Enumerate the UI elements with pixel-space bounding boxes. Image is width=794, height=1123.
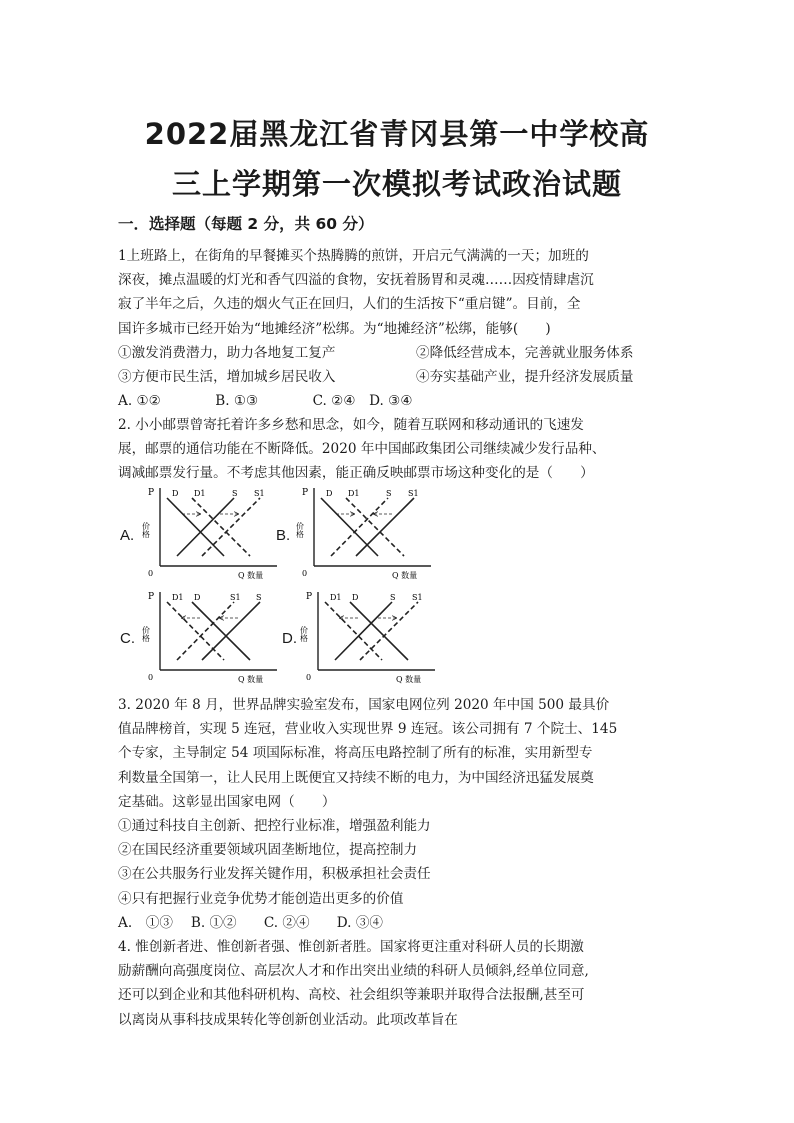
graph-b-label-s1: S1 <box>408 489 419 498</box>
q1-options-row-1 <box>118 341 678 365</box>
graph-d-curve-s1 <box>360 602 418 660</box>
q1-option-1: ①激发消费潜力，助力各地复工复产 <box>118 344 336 361</box>
q4-line-3: 还可以到企业和其他科研机构、高校、社会组织等兼职并取得合法报酬,甚至可 <box>118 987 585 1004</box>
q3-line-2: 值品牌榜首，实现 5 连冠，营业收入实现世界 9 连冠。该公司拥有 7 个院士、145 <box>118 721 618 738</box>
graph-b-curve-s1 <box>356 498 414 556</box>
q1-line-3: 寂了半年之后，久违的烟火气正在回归，人们的生活按下“重启键”。目前，全 <box>118 296 581 313</box>
graph-a-curve-d1 <box>192 498 250 556</box>
graph-c-axis-p: P <box>148 592 155 602</box>
q1-options-row-2 <box>118 365 678 389</box>
graph-c <box>142 588 287 688</box>
title-line-1: 2022届黑龙江省青冈县第一中学校高 <box>144 117 650 151</box>
question-3 <box>118 693 678 935</box>
title-line-2: 三上学期第一次模拟考试政治试题 <box>171 167 622 201</box>
q3-choices: A. ①③ B. ①② C. ②④ D. ③④ <box>118 914 384 931</box>
q1-line-2: 深夜，摊点温暖的灯光和香气四溢的食物，安抚着肠胃和灵魂……因疫情肆虐沉 <box>118 272 594 289</box>
section-header: 一．选择题（每题 2 分，共 60 分） <box>118 215 374 233</box>
graph-a-label-s1: S1 <box>254 489 265 498</box>
graph-d-axis-p: P <box>306 592 313 602</box>
graph-b-label-d1: D1 <box>348 489 360 498</box>
graph-c-label-d: D <box>194 593 201 602</box>
graph-d-axis-price: 价格 <box>300 626 309 642</box>
graph-c-axis-price: 价格 <box>142 626 151 642</box>
graph-d-curve-d <box>350 602 408 660</box>
graph-c-label-s: S <box>256 593 262 602</box>
graph-a-curve-s <box>177 498 234 556</box>
q1-line-1: 1上班路上，在街角的早餐摊买个热腾腾的煎饼，开启元气满满的一天；加班的 <box>118 248 589 264</box>
graph-d-curve-s <box>335 602 392 660</box>
q2-line-2: 展，邮票的通信功能在不断降低。2020 年中国邮政集团公司继续减少发行品种、 <box>118 441 606 458</box>
q2-line-3: 调减邮票发行量。不考虑其他因素，能正确反映邮票市场这种变化的是（ ） <box>118 465 594 482</box>
graph-a-axis-p: P <box>148 488 155 498</box>
graph-b-curve-d <box>321 498 378 556</box>
graph-b-axis-q: Q 数量 <box>392 571 418 580</box>
graph-label-b: B. <box>276 527 291 544</box>
graph-b-curve-s <box>331 498 388 556</box>
question-2 <box>118 413 678 486</box>
graph-a-curve-s1 <box>202 498 260 556</box>
graph-label-c: C. <box>120 630 135 647</box>
graph-b <box>296 484 441 584</box>
q4-line-4: 以离岗从事科技成果转化等创新创业活动。此项改革旨在 <box>118 1011 458 1028</box>
graph-c-curve-d1 <box>167 602 224 660</box>
question-1 <box>118 244 678 413</box>
q3-line-5: 定基础。这彰显出国家电网（ ） <box>118 793 336 810</box>
graph-b-origin: 0 <box>302 569 308 578</box>
q3-line-3: 个专家，主导制定 54 项国际标准，将高压电路控制了所有的标准，实用新型专 <box>118 745 593 762</box>
graph-d-label-d1: D1 <box>330 593 342 602</box>
graph-d-axis-q: Q 数量 <box>396 675 422 684</box>
graph-d-curve-d1 <box>325 602 382 660</box>
graph-a-axis-price: 价格 <box>142 522 151 538</box>
graph-a-origin: 0 <box>148 569 154 578</box>
graph-c-label-d1: D1 <box>172 593 184 602</box>
q3-option-2: ②在国民经济重要领域巩固垄断地位，提高控制力 <box>118 842 418 859</box>
q1-line-4: 国许多城市已经开始为“地摊经济”松绑。为“地摊经济”松绑，能够( ) <box>118 320 551 337</box>
q3-option-4: ④只有把握行业竞争优势才能创造出更多的价值 <box>118 890 404 907</box>
graph-b-label-s: S <box>386 489 392 498</box>
graph-a-label-d1: D1 <box>194 489 206 498</box>
q3-line-4: 利数量全国第一，让人民用上既便宜又持续不断的电力，为中国经济迅猛发展奠 <box>118 769 594 786</box>
graph-c-curve-d <box>192 602 250 660</box>
graph-label-a: A. <box>120 527 135 544</box>
graph-a-label-d: D <box>172 489 179 498</box>
q2-line-1: 2. 小小邮票曾寄托着许多乡愁和思念，如今，随着互联网和移动通讯的飞速发 <box>118 417 584 433</box>
graph-b-axis-price: 价格 <box>296 522 305 538</box>
graph-b-curve-d1 <box>346 498 404 556</box>
graph-d-label-s: S <box>390 593 396 602</box>
graph-a-label-s: S <box>232 489 238 498</box>
graph-d <box>300 588 445 688</box>
graph-b-label-d: D <box>326 489 333 498</box>
q3-line-1: 3. 2020 年 8 月，世界品牌实验室发布，国家电网位列 2020 年中国 500 最具价 <box>118 697 610 713</box>
graph-a-curve-d <box>167 498 224 556</box>
graph-d-label-d: D <box>352 593 359 602</box>
graph-a-axis-q: Q 数量 <box>238 571 264 580</box>
q1-choices: A. ①② B. ①③ C. ②④ D. ③④ <box>118 393 413 410</box>
q3-option-1: ①通过科技自主创新、把控行业标准，增强盈利能力 <box>118 818 431 835</box>
q4-line-2: 励薪酬向高强度岗位、高层次人才和作出突出业绩的科研人员倾斜,经单位同意, <box>118 963 589 980</box>
graph-a <box>142 484 287 584</box>
q4-line-1: 4. 惟创新者进、惟创新者强、惟创新者胜。国家将更注重对科研人员的长期激 <box>118 939 584 955</box>
q3-option-3: ③在公共服务行业发挥关键作用，积极承担社会责任 <box>118 866 431 883</box>
graph-d-origin: 0 <box>306 673 312 682</box>
graph-c-curve-s1 <box>177 602 234 660</box>
graph-c-curve-s <box>202 602 260 660</box>
graph-c-origin: 0 <box>148 673 154 682</box>
graph-d-label-s1: S1 <box>412 593 423 602</box>
graph-c-axis-q: Q 数量 <box>238 675 264 684</box>
q1-option-2: ②降低经营成本，完善就业服务体系 <box>416 344 634 361</box>
q1-option-3: ③方便市民生活，增加城乡居民收入 <box>118 369 336 386</box>
q1-option-4: ④夯实基础产业，提升经济发展质量 <box>416 369 634 386</box>
graph-b-axis-p: P <box>302 488 309 498</box>
question-4 <box>118 935 678 1032</box>
graph-label-d: D. <box>282 630 297 647</box>
graph-c-label-s1: S1 <box>230 593 241 602</box>
